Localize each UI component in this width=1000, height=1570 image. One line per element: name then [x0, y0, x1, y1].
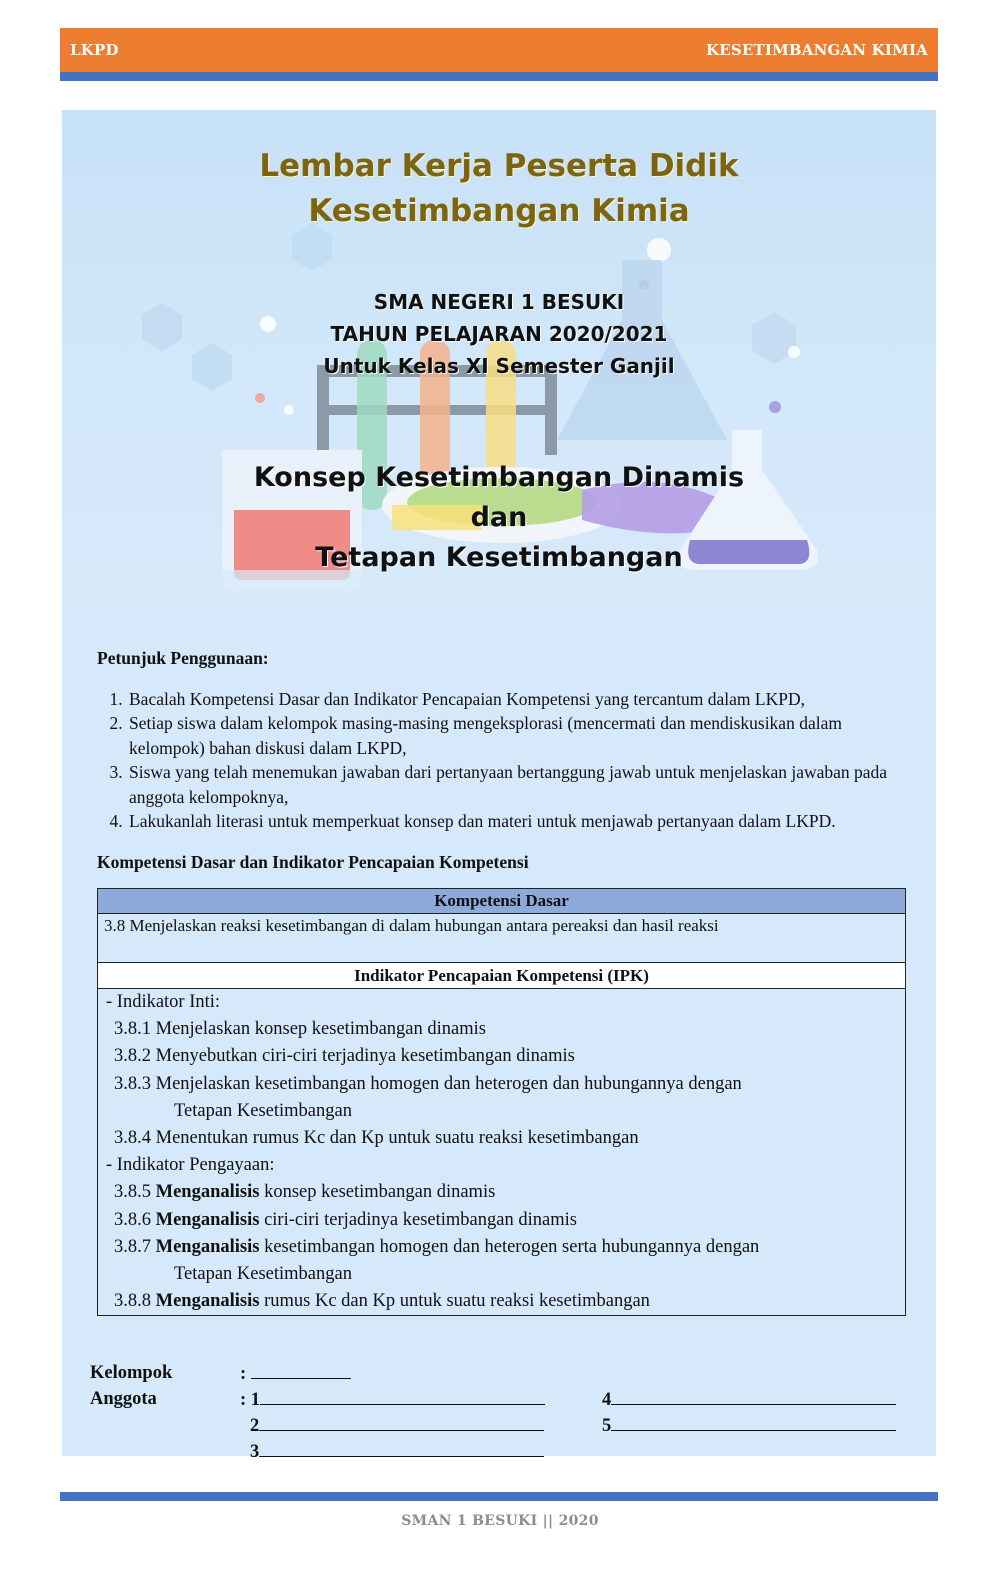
colon: : [240, 1364, 247, 1384]
school-name: SMA NEGERI 1 BESUKI [373, 290, 625, 314]
instruction-item: 2. Setiap siswa dalam kelompok masing-masing mengeksplorasi (mencermati dan mendiskusikan dalam kelompok) bahan diskusi dalam LKPD, [127, 711, 912, 760]
header-left-label: LKPD [70, 41, 119, 59]
indicator-item: 3.8.2 Menyebutkan ciri-ciri terjadinya kesetimbangan dinamis [114, 1046, 575, 1067]
concept-title [62, 458, 936, 578]
member-4-blank[interactable] [611, 1386, 896, 1405]
cover-title-line2: Kesetimbangan Kimia [308, 193, 690, 229]
indicator-item: 3.8.8 Menganalisis rumus Kc dan Kp untuk suatu reaksi kesetimbangan [114, 1291, 650, 1312]
header-divider [60, 72, 938, 81]
competency-table [97, 888, 906, 1316]
indicator-item: 3.8.7 Menganalisis kesetimbangan homogen dan heterogen serta hubungannya dengan [114, 1236, 760, 1257]
cover-illustration [62, 110, 936, 608]
concept-line1: Konsep Kesetimbangan Dinamis [253, 462, 745, 493]
indikator-pengayaan-label: - Indikator Pengayaan: [106, 1155, 275, 1176]
member-number: 1 [250, 1390, 261, 1410]
instructions-list [97, 687, 912, 834]
ipk-body [98, 989, 906, 1316]
anggota-row-3 [90, 1438, 910, 1464]
anggota-label: Anggota [90, 1389, 157, 1409]
member-1-blank[interactable] [260, 1386, 545, 1405]
member-number: 4 [602, 1390, 612, 1410]
worksheet-panel [62, 110, 936, 1462]
indicator-item: 3.8.4 Menentukan rumus Kc dan Kp untuk suatu reaksi kesetimbangan [114, 1128, 639, 1149]
colon: : [240, 1390, 247, 1410]
concept-line3: Tetapan Kesetimbangan [315, 542, 683, 573]
kelompok-label: Kelompok [90, 1363, 173, 1383]
concept-line2: dan [470, 502, 528, 533]
indikator-inti-label: - Indikator Inti: [106, 992, 221, 1012]
school-info [62, 286, 936, 382]
anggota-row-2 [90, 1412, 910, 1438]
competency-heading: Kompetensi Dasar dan Indikator Pencapaian Kompetensi [97, 851, 529, 872]
indicator-item: 3.8.6 Menganalisis ciri-ciri terjadinya kesetimbangan dinamis [114, 1209, 577, 1230]
indicator-item-continued: Tetapan Kesetimbangan [174, 1264, 352, 1285]
ipk-header: Indikator Pencapaian Kompetensi (IPK) [98, 963, 906, 989]
page-footer: SMAN 1 BESUKI || 2020 [401, 1513, 599, 1529]
instruction-item: 4. Lakukanlah literasi untuk memperkuat konsep dan materi untuk menjawab pertanyaan dalam LKPD. [127, 809, 912, 834]
indicator-item: 3.8.5 Menganalisis konsep kesetimbangan dinamis [114, 1182, 496, 1203]
indicator-item-continued: Tetapan Kesetimbangan [174, 1100, 352, 1121]
indicator-item: 3.8.3 Menjelaskan kesetimbangan homogen dan heterogen dan hubungannya dengan [114, 1073, 742, 1094]
page-header [60, 28, 938, 72]
cover-title [62, 144, 936, 234]
anggota-row-1 [90, 1386, 910, 1412]
kelompok-blank[interactable] [251, 1360, 351, 1379]
kd-header: Kompetensi Dasar [98, 889, 906, 914]
member-5-blank[interactable] [611, 1412, 896, 1431]
header-right-label: KESETIMBANGAN KIMIA [705, 41, 928, 59]
kelompok-row [90, 1360, 910, 1386]
instruction-item: 1. Bacalah Kompetensi Dasar dan Indikator Pencapaian Kompetensi yang tercantum dalam LKPD, [127, 687, 912, 712]
indicator-item: 3.8.1 Menjelaskan konsep kesetimbangan dinamis [114, 1019, 486, 1040]
instructions-heading: Petunjuk Penggunaan: [97, 648, 269, 668]
group-form [90, 1360, 910, 1464]
worksheet-content [97, 646, 912, 1316]
member-number: 5 [602, 1416, 612, 1436]
school-year: TAHUN PELAJARAN 2020/2021 [330, 322, 668, 346]
member-number: 2 [250, 1416, 260, 1436]
cover-title-line1: Lembar Kerja Peserta Didik [259, 148, 739, 184]
kd-text: 3.8 Menjelaskan reaksi kesetimbangan di dalam hubungan antara pereaksi dan hasil reaksi [98, 914, 906, 963]
member-3-blank[interactable] [259, 1438, 544, 1457]
instruction-item: 3. Siswa yang telah menemukan jawaban dari pertanyaan bertanggung jawab untuk menjelaskan jawaban pada anggota kelompoknya, [127, 760, 912, 809]
member-2-blank[interactable] [259, 1412, 544, 1431]
member-number: 3 [250, 1442, 260, 1462]
school-class: Untuk Kelas XI Semester Ganjil [323, 354, 675, 378]
footer-divider [60, 1492, 938, 1501]
